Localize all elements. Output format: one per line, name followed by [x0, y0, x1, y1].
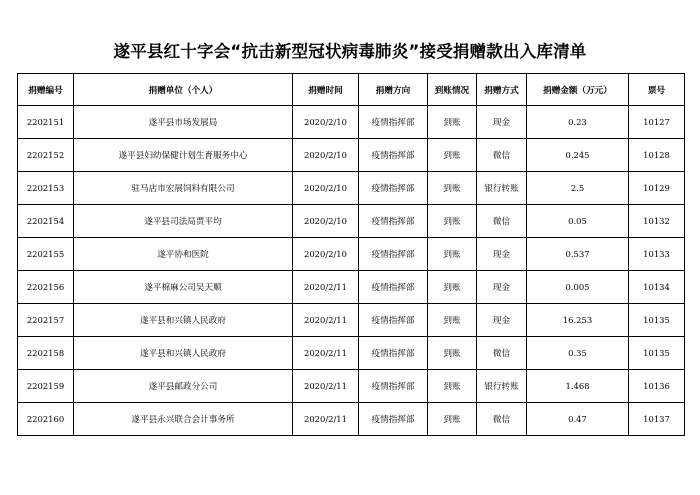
- cell-amount: 2.5: [527, 172, 629, 205]
- cell-method: 银行转账: [477, 370, 527, 403]
- cell-donor: 遂平县司法局贾平均: [74, 205, 293, 238]
- cell-amount: 0.245: [527, 139, 629, 172]
- cell-status: 到账: [428, 139, 477, 172]
- cell-id: 2202153: [18, 172, 74, 205]
- cell-direction: 疫情指挥部: [359, 370, 428, 403]
- cell-ticket: 10134: [629, 271, 685, 304]
- cell-date: 2020/2/11: [293, 370, 359, 403]
- cell-donor: 驻马店市宏展饲料有限公司: [74, 172, 293, 205]
- cell-direction: 疫情指挥部: [359, 337, 428, 370]
- table-row: [18, 106, 685, 139]
- cell-amount: 0.23: [527, 106, 629, 139]
- cell-id: 2202154: [18, 205, 74, 238]
- cell-ticket: 10137: [629, 403, 685, 436]
- cell-method: 微信: [477, 139, 527, 172]
- cell-status: 到账: [428, 205, 477, 238]
- cell-status: 到账: [428, 304, 477, 337]
- cell-method: 现金: [477, 304, 527, 337]
- cell-amount: 16.253: [527, 304, 629, 337]
- cell-direction: 疫情指挥部: [359, 172, 428, 205]
- cell-status: 到账: [428, 271, 477, 304]
- cell-donor: 遂平县邮政分公司: [74, 370, 293, 403]
- cell-date: 2020/2/10: [293, 139, 359, 172]
- cell-donor: 遂平县市场发展局: [74, 106, 293, 139]
- table-row: [18, 403, 685, 436]
- document-title: 遂平县红十字会“抗击新型冠状病毒肺炎”接受捐赠款出入库清单: [113, 42, 587, 61]
- cell-ticket: 10135: [629, 337, 685, 370]
- cell-id: 2202152: [18, 139, 74, 172]
- donation-table: [17, 73, 685, 436]
- cell-date: 2020/2/10: [293, 106, 359, 139]
- cell-amount: 0.005: [527, 271, 629, 304]
- header-donor: 捐赠单位（个人）: [74, 74, 293, 106]
- header-row: [18, 74, 685, 106]
- cell-id: 2202159: [18, 370, 74, 403]
- cell-ticket: 10128: [629, 139, 685, 172]
- cell-donor: 遂平县和兴镇人民政府: [74, 304, 293, 337]
- cell-donor: 遂平县和兴镇人民政府: [74, 337, 293, 370]
- table-row: [18, 139, 685, 172]
- cell-ticket: 10135: [629, 304, 685, 337]
- cell-donor: 遂平棉麻公司吴天顺: [74, 271, 293, 304]
- cell-date: 2020/2/10: [293, 172, 359, 205]
- cell-direction: 疫情指挥部: [359, 238, 428, 271]
- cell-status: 到账: [428, 337, 477, 370]
- cell-donor: 遂平县妇幼保健计划生育服务中心: [74, 139, 293, 172]
- cell-status: 到账: [428, 370, 477, 403]
- cell-status: 到账: [428, 238, 477, 271]
- cell-method: 微信: [477, 205, 527, 238]
- cell-donor: 遂平协和医院: [74, 238, 293, 271]
- cell-status: 到账: [428, 172, 477, 205]
- cell-id: 2202155: [18, 238, 74, 271]
- cell-ticket: 10127: [629, 106, 685, 139]
- cell-method: 现金: [477, 271, 527, 304]
- cell-direction: 疫情指挥部: [359, 106, 428, 139]
- cell-amount: 0.47: [527, 403, 629, 436]
- cell-date: 2020/2/11: [293, 304, 359, 337]
- cell-status: 到账: [428, 106, 477, 139]
- table-row: [18, 370, 685, 403]
- header-method: 捐赠方式: [477, 74, 527, 106]
- cell-method: 现金: [477, 106, 527, 139]
- cell-ticket: 10136: [629, 370, 685, 403]
- cell-direction: 疫情指挥部: [359, 271, 428, 304]
- cell-id: 2202160: [18, 403, 74, 436]
- cell-amount: 0.05: [527, 205, 629, 238]
- cell-direction: 疫情指挥部: [359, 403, 428, 436]
- cell-ticket: 10132: [629, 205, 685, 238]
- cell-amount: 1.468: [527, 370, 629, 403]
- header-id: 捐赠编号: [18, 74, 74, 106]
- header-ticket: 票号: [629, 74, 685, 106]
- table-row: [18, 238, 685, 271]
- cell-method: 微信: [477, 403, 527, 436]
- table-row: [18, 271, 685, 304]
- header-status: 到账情况: [428, 74, 477, 106]
- header-direction: 捐赠方向: [359, 74, 428, 106]
- cell-amount: 0.537: [527, 238, 629, 271]
- header-date: 捐赠时间: [293, 74, 359, 106]
- cell-method: 银行转账: [477, 172, 527, 205]
- cell-date: 2020/2/11: [293, 337, 359, 370]
- table-row: [18, 337, 685, 370]
- cell-id: 2202157: [18, 304, 74, 337]
- cell-date: 2020/2/10: [293, 205, 359, 238]
- cell-date: 2020/2/11: [293, 271, 359, 304]
- cell-id: 2202158: [18, 337, 74, 370]
- cell-id: 2202151: [18, 106, 74, 139]
- table-row: [18, 172, 685, 205]
- cell-ticket: 10133: [629, 238, 685, 271]
- cell-id: 2202156: [18, 271, 74, 304]
- cell-date: 2020/2/11: [293, 403, 359, 436]
- cell-direction: 疫情指挥部: [359, 139, 428, 172]
- cell-method: 现金: [477, 238, 527, 271]
- table-row: [18, 205, 685, 238]
- cell-date: 2020/2/10: [293, 238, 359, 271]
- cell-direction: 疫情指挥部: [359, 304, 428, 337]
- cell-direction: 疫情指挥部: [359, 205, 428, 238]
- cell-amount: 0.35: [527, 337, 629, 370]
- cell-status: 到账: [428, 403, 477, 436]
- header-amount: 捐赠金额（万元）: [527, 74, 629, 106]
- cell-donor: 遂平县永兴联合会计事务所: [74, 403, 293, 436]
- cell-ticket: 10129: [629, 172, 685, 205]
- table-row: [18, 304, 685, 337]
- cell-method: 微信: [477, 337, 527, 370]
